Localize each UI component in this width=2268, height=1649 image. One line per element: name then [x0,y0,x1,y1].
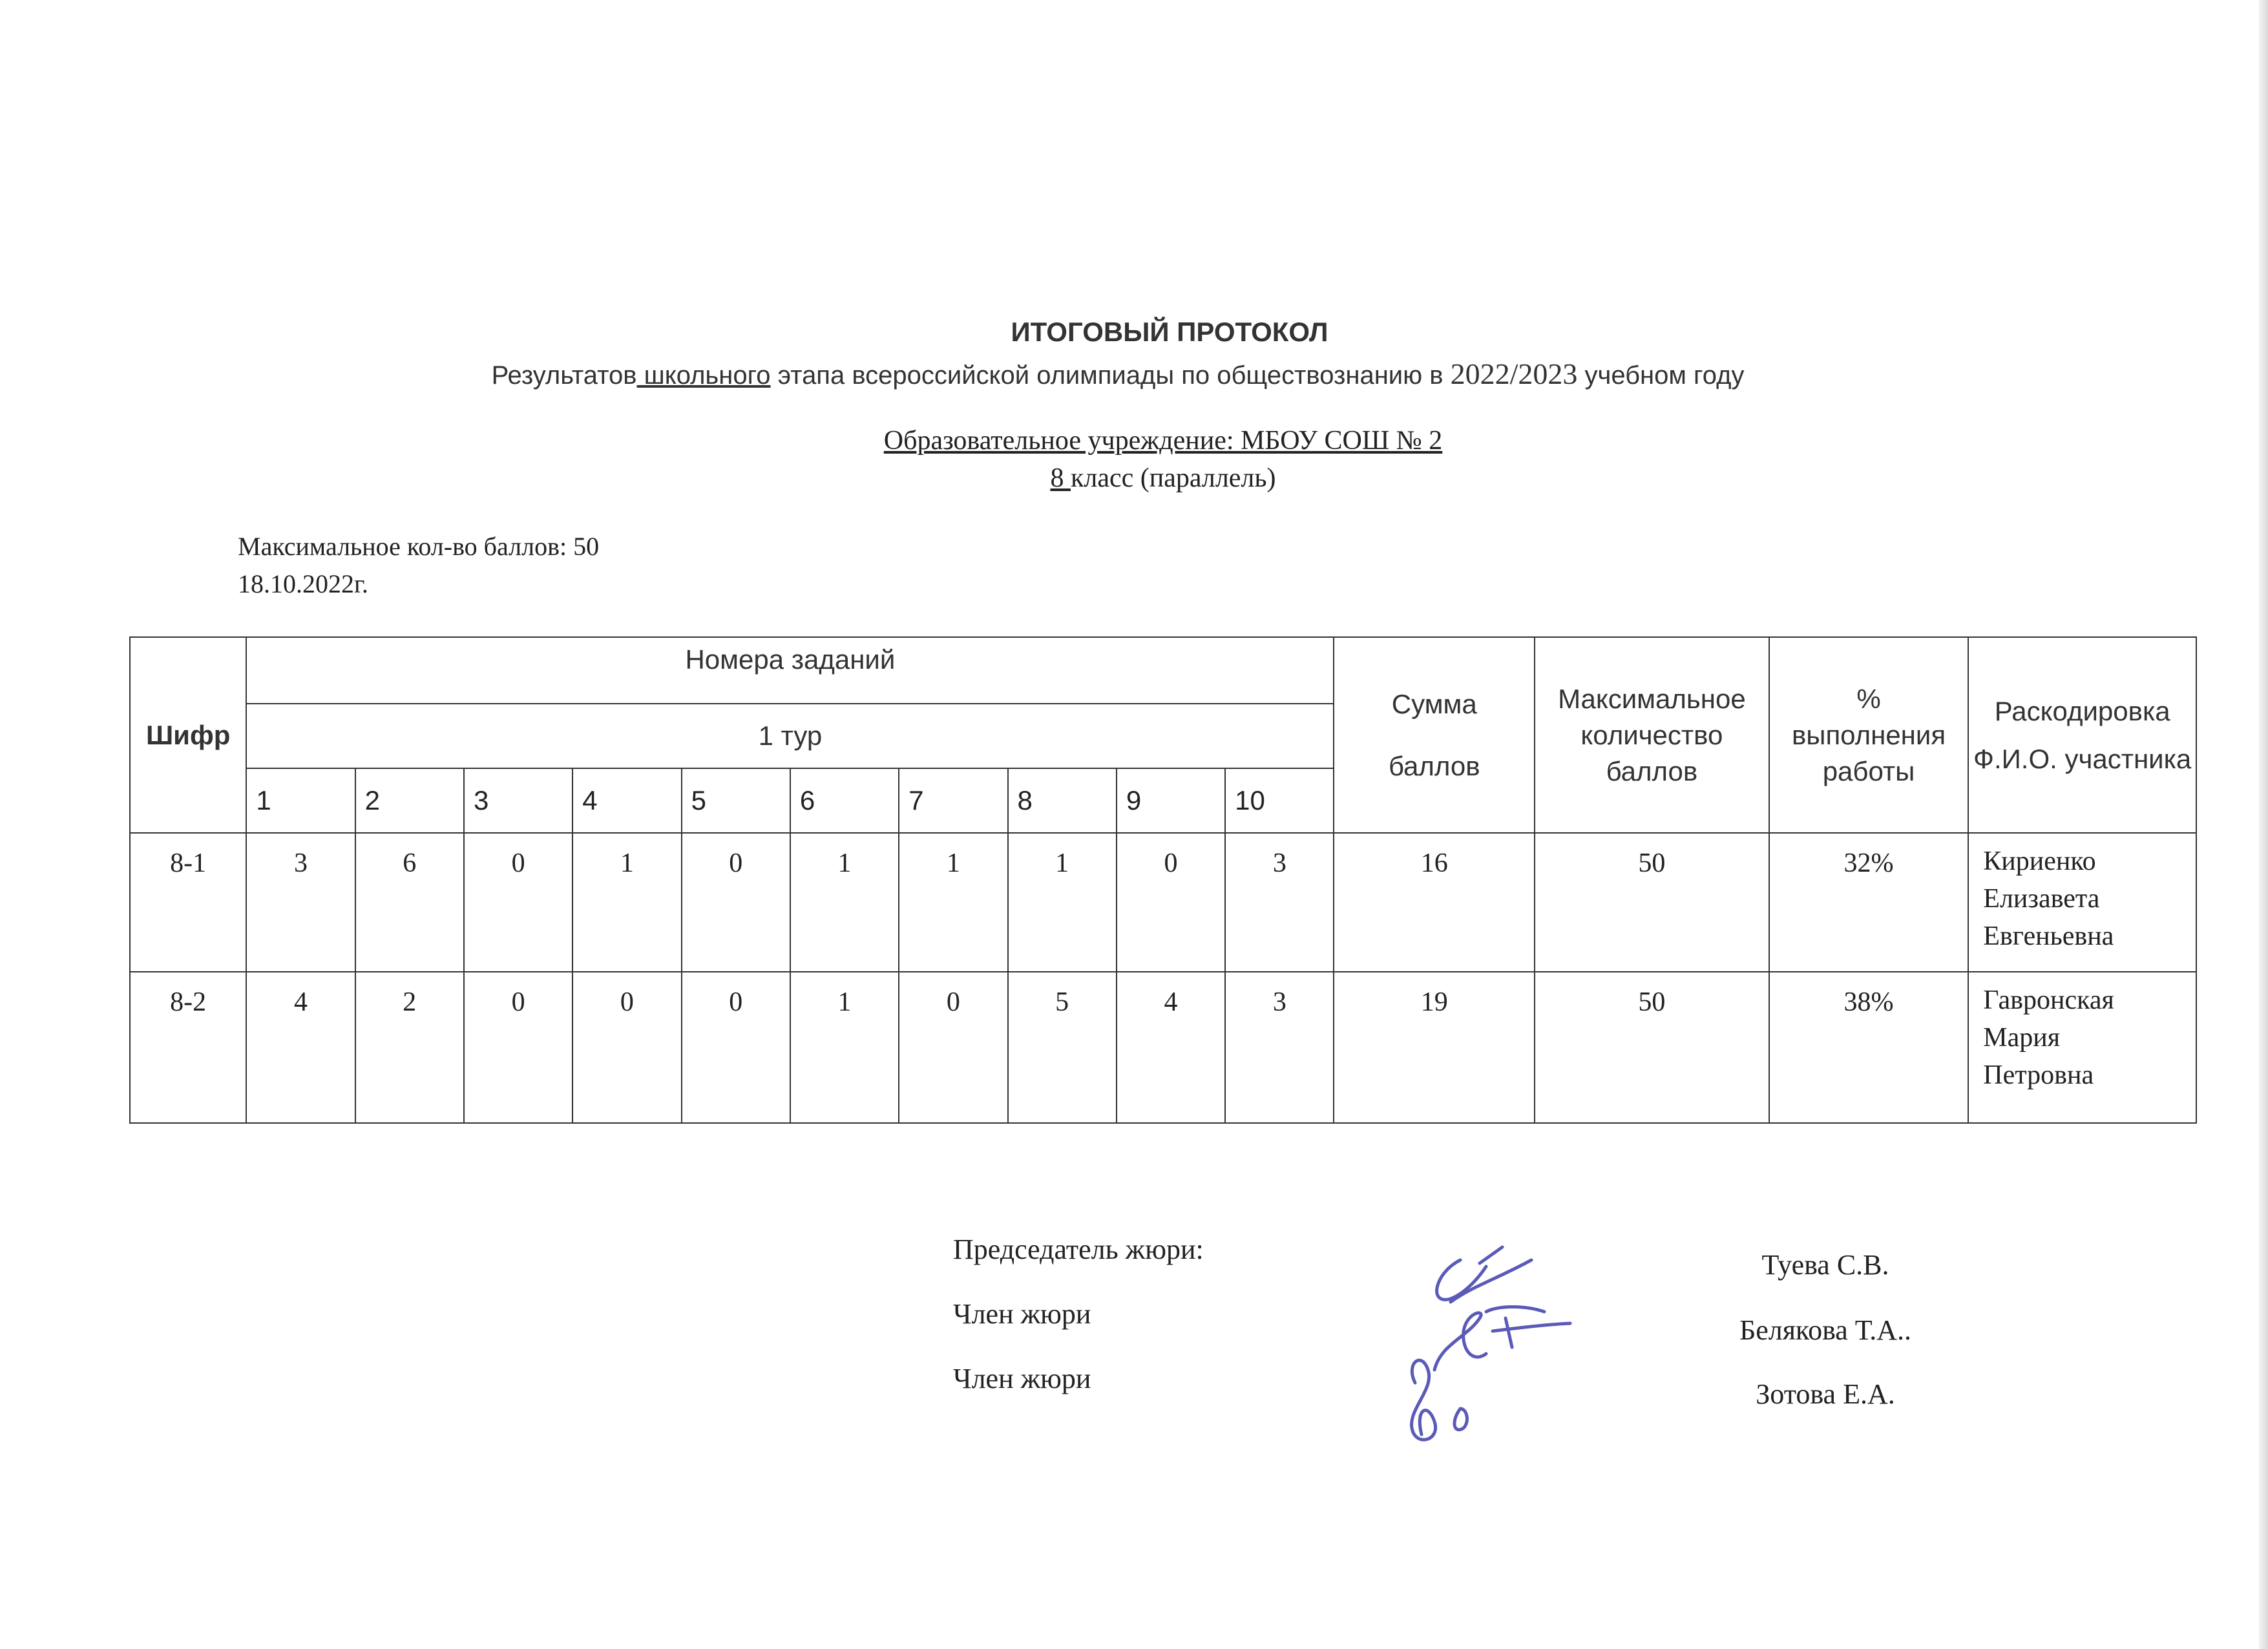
score-cell: 0 [899,972,1007,1123]
subtitle-in: в [1429,361,1451,390]
jury-member-label: Член жюри [953,1363,1091,1394]
percent-header [1769,637,1969,833]
score-cell: 1 [1008,833,1117,972]
max-header: Максимальное количество баллов [1535,637,1769,833]
participant-name-cell [1968,833,2196,972]
score-cell: 1 [790,972,899,1123]
max-score-line: Максимальное кол-во баллов: 50 [238,532,600,561]
score-cell: 3 [1225,972,1334,1123]
jury-member-label: Член жюри [953,1298,1091,1330]
subtitle-middle: этапа всероссийской олимпиады по обществознанию [770,361,1430,390]
signature-ink [1412,1247,1570,1440]
score-cell: 6 [355,833,464,972]
percent-header-line1: % [1856,683,1881,714]
task-number: 10 [1225,768,1334,833]
subtitle-level: школьного [636,361,771,390]
institution-line: Образовательное учреждение: МБОУ СОШ № 2 [883,426,1443,456]
task-number: 7 [899,768,1007,833]
sum-cell: 16 [1334,833,1535,972]
task-number: 8 [1008,768,1117,833]
task-number: 3 [464,768,572,833]
signature-chair [1437,1247,1531,1302]
score-cell: 2 [355,972,464,1123]
subtitle-suffix: учебном году [1577,361,1745,390]
task-numbers-header: Номера заданий [246,637,1334,704]
table-row [130,833,2196,972]
task-number: 1 [246,768,355,833]
table-row [130,972,2196,1123]
participant-first-name: Елизавета [1983,884,2100,914]
percent-header-line2: выполнения работы [1791,719,1946,786]
signature-member1 [1434,1307,1570,1371]
decode-header [1968,637,2196,833]
signature-member2 [1412,1360,1467,1440]
participant-surname: Кириенко [1983,846,2096,876]
class-number: 8 [1050,463,1071,493]
document-subtitle [362,357,1874,391]
score-cell: 3 [246,833,355,972]
participant-surname: Гавронская [1983,985,2114,1015]
cipher-header: Шифр [130,637,246,833]
score-cell: 1 [899,833,1007,972]
participant-name-cell [1968,972,2196,1123]
page-edge [2259,0,2268,1649]
sum-header-line1: Сумма [1391,688,1477,719]
date-line: 18.10.2022г. [238,569,368,598]
participant-first-name: Мария [1983,1023,2061,1053]
task-number: 2 [355,768,464,833]
score-cell: 0 [464,833,572,972]
cipher-cell: 8-2 [130,972,246,1123]
score-cell: 1 [572,833,681,972]
max-cell: 50 [1535,972,1769,1123]
jury-chair-name: Туева С.В. [1761,1249,1889,1281]
percent-cell: 38% [1769,972,1969,1123]
score-cell: 4 [246,972,355,1123]
header-row-1 [130,637,2196,704]
task-number: 4 [572,768,681,833]
score-cell: 4 [1117,972,1225,1123]
jury-chair-label: Председатель жюри: [953,1234,1204,1265]
handwritten-signatures [1389,1215,1583,1460]
jury-member-name: Зотова Е.А. [1756,1378,1895,1410]
results-table [129,636,2197,1124]
percent-cell: 32% [1769,833,1969,972]
score-cell: 5 [1008,972,1117,1123]
sum-header-line2: баллов [1388,750,1480,781]
round-header: 1 тур [246,704,1334,768]
task-number: 9 [1117,768,1225,833]
class-suffix: класс (параллель) [1070,463,1276,493]
class-line [905,463,1422,494]
score-cell: 1 [790,833,899,972]
document-title: ИТОГОВЫЙ ПРОТОКОЛ [1011,317,1328,347]
jury-member-name: Белякова Т.А.. [1739,1314,1912,1346]
score-cell: 0 [682,972,790,1123]
score-cell: 3 [1225,833,1334,972]
participant-patronymic: Евгеньевна [1983,921,2114,951]
sum-cell: 19 [1334,972,1535,1123]
task-number: 6 [790,768,899,833]
score-cell: 0 [1117,833,1225,972]
participant-patronymic: Петровна [1983,1060,2094,1090]
score-cell: 0 [572,972,681,1123]
subtitle-prefix: Результатов [491,361,637,390]
subtitle-year: 2022/2023 [1450,357,1578,390]
cipher-cell: 8-1 [130,833,246,972]
max-cell: 50 [1535,833,1769,972]
score-cell: 0 [682,833,790,972]
task-number: 5 [682,768,790,833]
decode-header-line2: Ф.И.О. участника [1973,743,2192,774]
sum-header [1334,637,1535,833]
decode-header-line1: Раскодировка [1994,695,2170,726]
score-cell: 0 [464,972,572,1123]
